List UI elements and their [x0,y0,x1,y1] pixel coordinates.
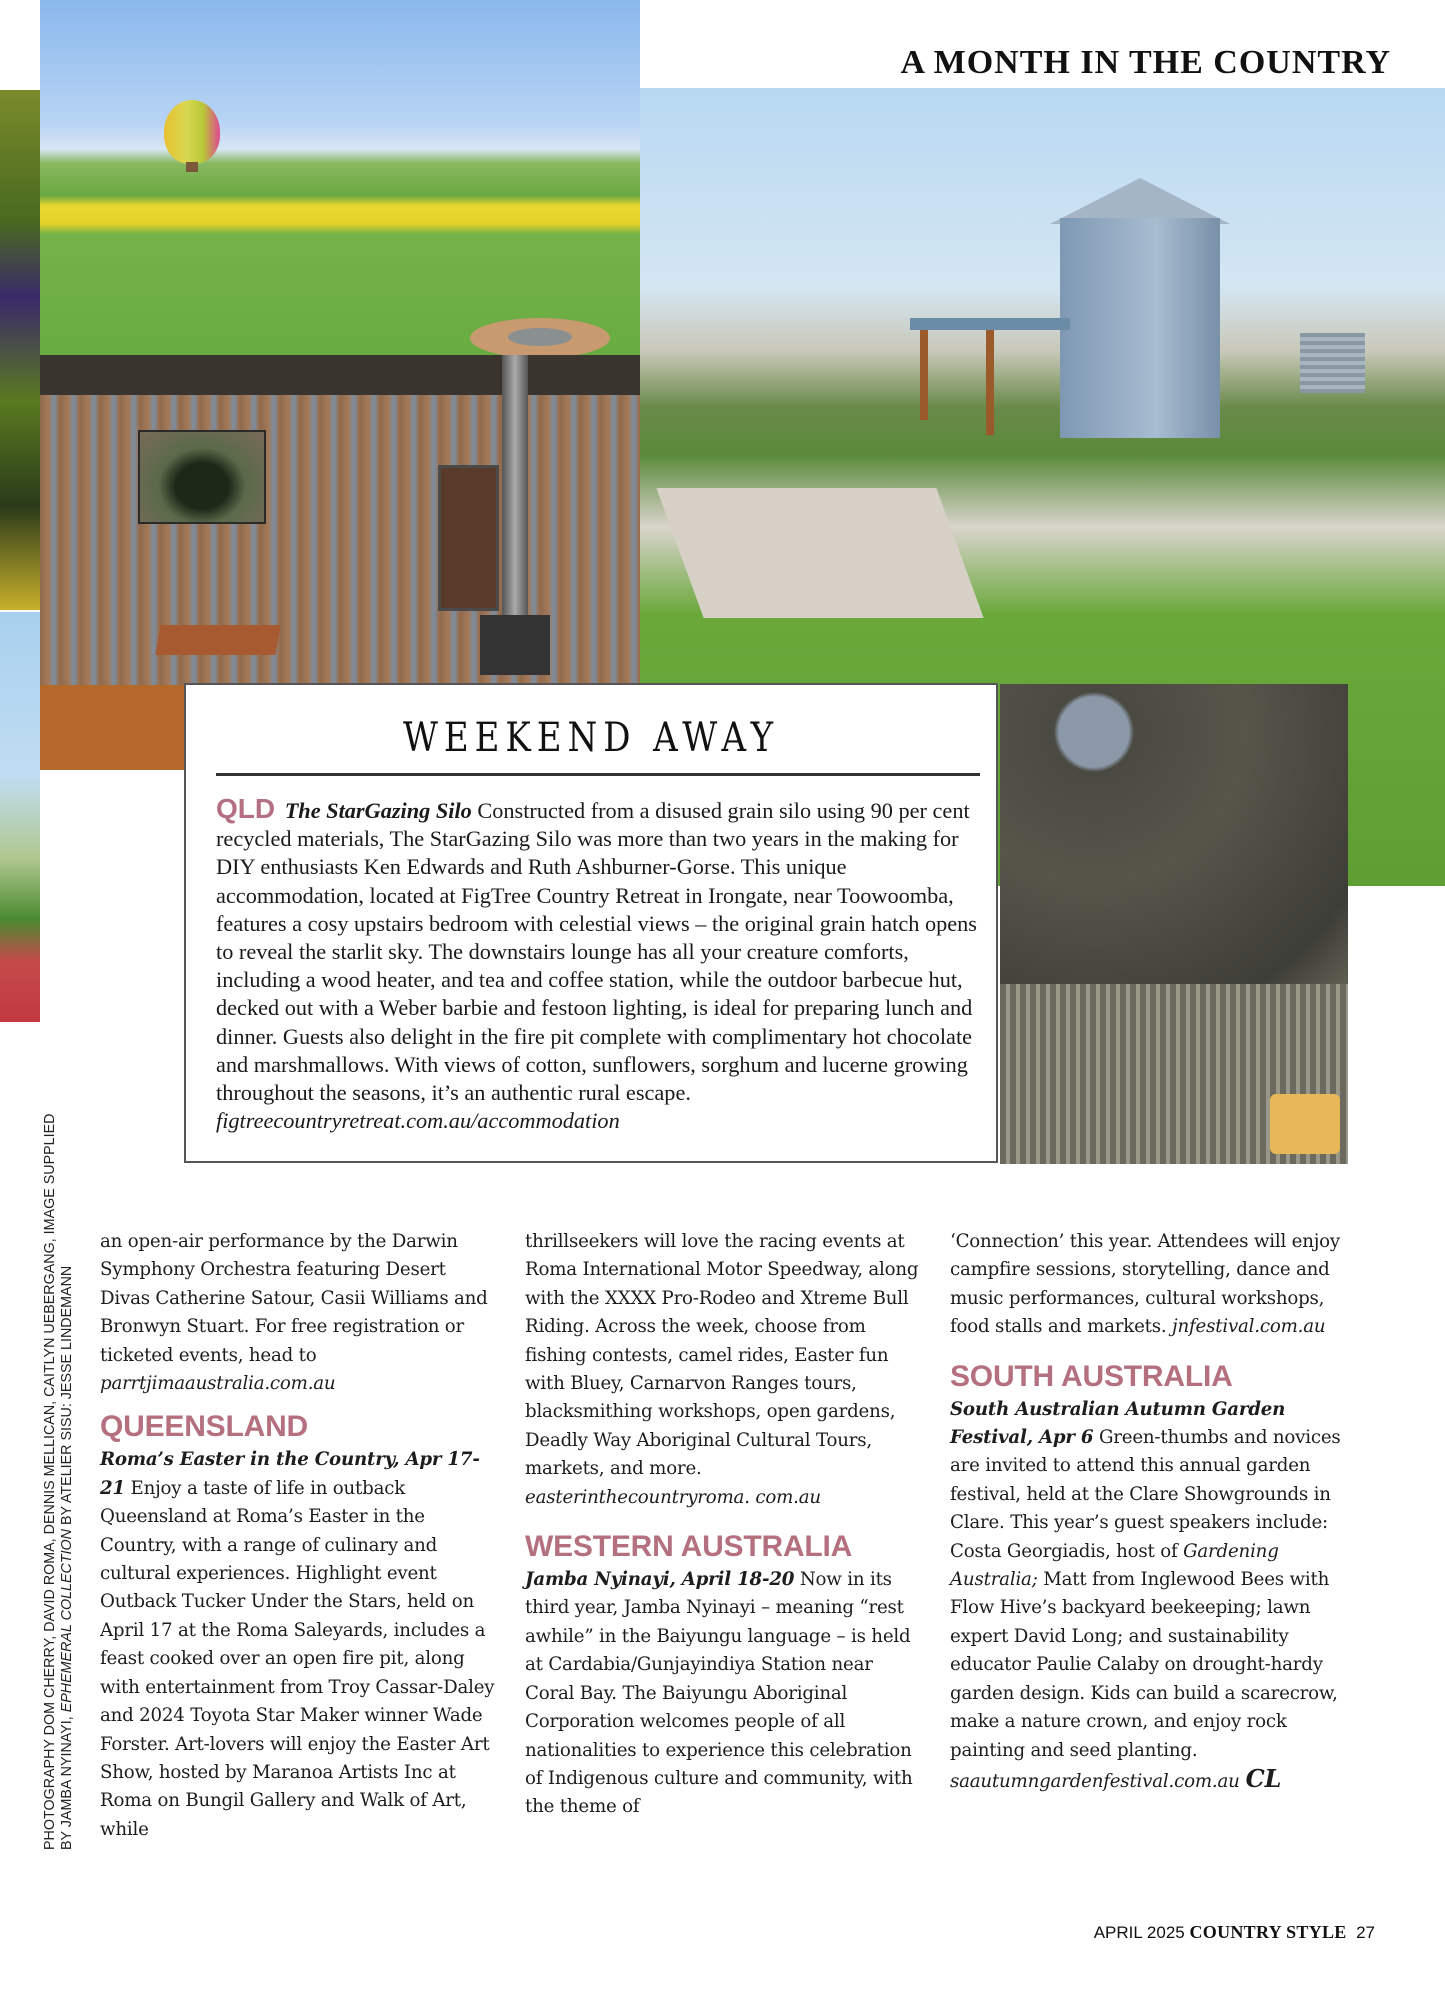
water-tank [1300,333,1365,393]
sofa [40,685,190,770]
queensland-paragraph-continued: thrillseekers will love the racing events at Roma International Motor Speedway, along with the XXXX Pro-Rodeo and Xtreme Bull Riding. Across the week, choose from fishing contests, camel rides, Easter fun with Bluey, Carnarvon Ranges tours, blacksmithing workshops, open gardens, Deadly Way Aboriginal Cultural Tours, markets, and more. easterinthecountryroma. com.au [525,1231,919,1508]
magazine-name: COUNTRY STYLE [1189,1922,1347,1942]
author-signoff: CL [1245,1763,1282,1793]
parrtjima-link[interactable]: parrtjimaaustralia.com.au [100,1373,336,1395]
heater-flue [502,355,528,615]
barbecue-hut-roof [910,318,1070,330]
column-2 [525,1228,920,1822]
section-title: A MONTH IN THE COUNTRY [900,44,1391,81]
issue-date: APRIL 2025 [1093,1923,1190,1942]
western-australia-paragraph: Jamba Nyinayi, April 18-20 Now in its third year, Jamba Nyinayi – meaning “rest awhile” in the Baiyungu language – is held at Cardabia/Gunjayindiya Station near Coral Bay. The Baiyungu Aboriginal Corporation welcomes people of all nationalities to experience this celebration of Indigenous culture and community, with the theme of [525,1569,913,1818]
ceiling-beam [40,355,640,395]
heading-south-australia: SOUTH AUSTRALIA [950,1359,1233,1393]
heading-queensland: QUEENSLAND [100,1410,309,1444]
photo-credit: PHOTOGRAPHY DOM CHERRY, DAVID ROMA, DENNIS MELLICAN, CAITLYN UEBERGANG, IMAGE SUPPLIED BY JAMBA NYINAYI, EPHEMERAL COLLECTION BY ATELIER SISU: JESSE LINDEMANN [42,1113,75,1850]
heading-western-australia: WESTERN AUSTRALIA [525,1530,853,1564]
balloon-photo [40,0,640,355]
event-title: Roma’s Easter in the Country, Apr 17-21 [100,1449,480,1499]
page-footer [1094,1922,1375,1943]
venue-link[interactable]: figtreecountryretreat.com.au/accommodation [216,1108,620,1134]
gravel-path [656,488,983,618]
western-australia-paragraph-continued: ‘Connection’ this year. Attendees will enjoy campfire sessions, storytelling, dance and music performances, cultural workshops, food stalls and markets. jnfestival.com.au [950,1231,1341,1338]
table [155,625,280,655]
wood-heater [480,615,550,675]
weekend-away-box [184,683,998,1163]
partial-photo-left-middle [0,612,40,1022]
title-divider [216,773,980,776]
hut-post [986,330,994,435]
silo-interior-dome-photo [1000,684,1348,1164]
dam-graphic [470,318,610,355]
event-title: Jamba Nyinayi, April 18-20 [525,1569,795,1591]
credit-names: DOM CHERRY, DAVID ROMA, DENNIS MELLICAN, CAITLYN UEBERGANG, IMAGE SUPPLIED [42,1113,58,1736]
tree-painting [138,430,266,524]
hot-air-balloon-graphic [164,100,220,164]
partial-photo-left-top [0,90,40,610]
south-australia-paragraph: South Australian Autumn Garden Festival, Apr 6 Green-thumbs and novices are invited to attend this annual garden festival, held at the Clare Showgrounds in Clare. This year’s guest speakers include: Costa Georgiadis, host of Gardening Australia; Matt from Inglewood Bees with Flow Hive’s backyard beekeeping; lawn expert David Long; and sustainability educator Paulie Calaby on drought-hardy garden design. Kids can build a scarecrow, make a nature crown, and enjoy rock painting and seed planting. saautumngardenfestival.com.au CL [950,1398,1341,1793]
sa-garden-festival-link[interactable]: saautumngardenfestival.com.au [950,1770,1240,1792]
firewood-shelf [438,465,499,611]
tv-show-title: Gardening Australia; [950,1540,1279,1591]
venue-description: Constructed from a disused grain silo using 90 per cent recycled materials, The StarGazing Silo was more than two years in the making for DIY enthusiasts Ken Edwards and Ruth Ashburner-Gorse. This unique accommodation, located at FigTree Country Retreat in Irongate, near Toowoomba, features a cosy upstairs bedroom with celestial views – the original grain hatch opens to reveal the starlit sky. The downstairs lounge has all your creature comforts, including a wood heater, and tea and coffee station, while the outdoor barbecue hut, decked out with a Weber barbie and festoon lighting, is ideal for preparing lunch and dinner. Guests also delight in the fire pit complete with complimentary hot chocolate and marshmallows. With views of cotton, sunflowers, sorghum and lucerne growing throughout the seasons, it’s an authentic rural escape. [216,798,977,1106]
weekend-away-title: WEEKEND AWAY [402,715,780,761]
queensland-paragraph: Roma’s Easter in the Country, Apr 17-21 Enjoy a taste of life in outback Queensland at Roma’s Easter in the Country, with a range of culinary and cultural experiences. Highlight event Outback Tucker Under the Stars, held on April 17 at the Roma Saleyards, includes a feast cooked over an open fire pit, along with entertainment from Troy Cassar-Daley and 2024 Toyota Star Maker winner Wade Forster. Art-lovers will enjoy the Easter Art Show, hosted by Maranoa Artists Inc at Roma on Bungil Gallery and Walk of Art, while [100,1449,495,1840]
hut-post [920,330,928,420]
silo-tower [1060,218,1220,438]
cushion [1270,1094,1340,1154]
state-tag: QLD [216,793,276,824]
roma-easter-link[interactable]: easterinthecountryroma. com.au [525,1486,821,1508]
event-title: South Australian Autumn Garden Festival, Apr 6 [950,1398,1286,1449]
page-number: 27 [1356,1923,1375,1942]
nt-continued-paragraph: an open-air performance by the Darwin Symphony Orchestra featuring Desert Divas Catherine Satour, Casii Williams and Bronwyn Stuart. For free registration or ticketed events, head to parrtjimaaustralia.com.au [100,1231,488,1395]
column-1 [100,1228,495,1844]
jnfestival-link[interactable]: jnfestival.com.au [1172,1316,1326,1338]
weekend-away-body [216,795,986,1135]
balloon-basket-graphic [186,162,198,172]
column-3 [950,1228,1345,1796]
venue-name: The StarGazing Silo [284,798,472,823]
